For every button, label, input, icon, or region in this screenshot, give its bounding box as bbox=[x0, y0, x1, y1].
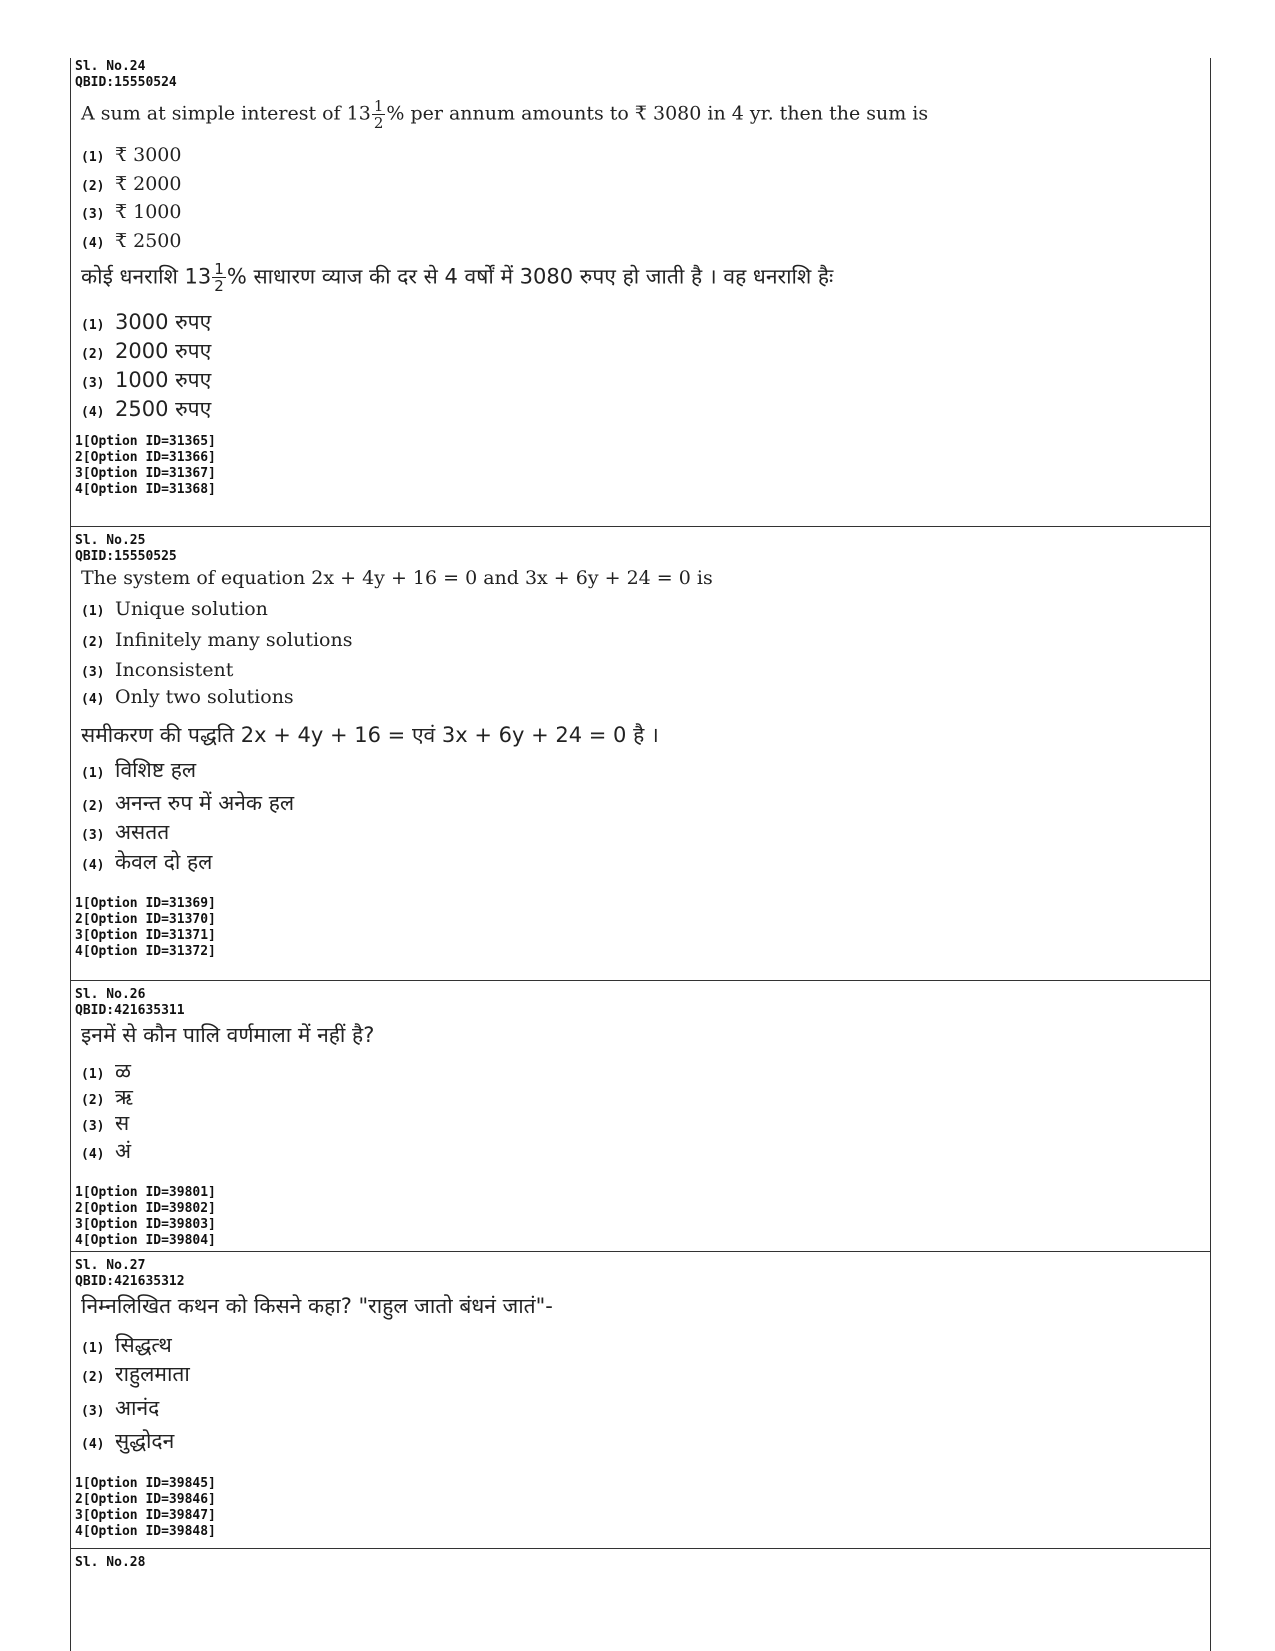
option-text: सिद्धत्थ bbox=[115, 1333, 172, 1357]
option-number: (3) bbox=[81, 207, 105, 222]
serial-number: Sl. No.26 bbox=[75, 987, 146, 1002]
option-text: सुद्धोदन bbox=[115, 1429, 175, 1453]
option-4[interactable] bbox=[81, 1427, 174, 1455]
option-en-1[interactable] bbox=[81, 144, 181, 166]
question-block-27 bbox=[71, 1251, 1210, 1548]
option-text: ₹ 2500 bbox=[115, 230, 182, 252]
option-hi-1[interactable] bbox=[81, 756, 196, 784]
option-text: आनंद bbox=[115, 1396, 160, 1420]
option-text: असतत bbox=[115, 820, 170, 844]
option-en-4[interactable] bbox=[81, 686, 294, 708]
serial-number: Sl. No.24 bbox=[75, 59, 146, 74]
option-3[interactable] bbox=[81, 1109, 129, 1137]
question-text-en: The system of equation 2x + 4y + 16 = 0 and 3x + 6y + 24 = 0 is bbox=[81, 567, 713, 589]
option-en-2[interactable] bbox=[81, 173, 181, 195]
option-number: (2) bbox=[81, 1370, 105, 1385]
option-number: (4) bbox=[81, 405, 105, 420]
option-hi-2[interactable] bbox=[81, 789, 294, 817]
option-text: ऋ bbox=[115, 1085, 133, 1109]
option-text: Unique solution bbox=[115, 598, 268, 620]
option-number: (1) bbox=[81, 766, 105, 781]
fraction bbox=[372, 98, 386, 131]
option-3[interactable] bbox=[81, 1394, 159, 1422]
option-text: ₹ 3000 bbox=[115, 144, 182, 166]
option-number: (1) bbox=[81, 604, 105, 619]
option-hi-4[interactable] bbox=[81, 395, 211, 423]
option-text: 1000 रुपए bbox=[115, 368, 212, 392]
qbid: QBID:421635311 bbox=[75, 1003, 185, 1018]
option-text: Infinitely many solutions bbox=[115, 629, 353, 651]
option-id: 2[Option ID=39802] bbox=[75, 1201, 216, 1216]
question-text-hi bbox=[81, 261, 833, 294]
option-hi-3[interactable] bbox=[81, 366, 211, 394]
question-block-25 bbox=[71, 526, 1210, 980]
option-1[interactable] bbox=[81, 1057, 131, 1085]
option-text: ₹ 2000 bbox=[115, 173, 182, 195]
option-id: 1[Option ID=31365] bbox=[75, 434, 216, 449]
option-hi-3[interactable] bbox=[81, 818, 169, 846]
option-number: (1) bbox=[81, 318, 105, 333]
option-hi-2[interactable] bbox=[81, 337, 211, 365]
question-text-hi: निम्नलिखित कथन को किसने कहा? "राहुल जातो बंधनं जातं"- bbox=[81, 1294, 553, 1318]
question-block-28 bbox=[71, 1548, 1210, 1608]
option-id: 3[Option ID=39847] bbox=[75, 1508, 216, 1523]
option-id: 4[Option ID=31372] bbox=[75, 944, 216, 959]
option-number: (3) bbox=[81, 828, 105, 843]
option-text: 2500 रुपए bbox=[115, 397, 212, 421]
option-text: 2000 रुपए bbox=[115, 339, 212, 363]
serial-number: Sl. No.27 bbox=[75, 1258, 146, 1273]
option-number: (4) bbox=[81, 1147, 105, 1162]
option-text: केवल दो हल bbox=[115, 850, 213, 874]
option-text: ळ bbox=[115, 1059, 131, 1083]
question-text-hi: समीकरण की पद्धति 2x + 4y + 16 = एवं 3x + 6y + 24 = 0 है । bbox=[81, 723, 659, 747]
option-ids bbox=[75, 1185, 216, 1249]
option-id: 3[Option ID=39803] bbox=[75, 1217, 216, 1232]
option-en-2[interactable] bbox=[81, 629, 352, 651]
question-text-pre: कोई धनराशि 13 bbox=[81, 264, 212, 289]
option-text: राहुलमाता bbox=[115, 1362, 190, 1386]
option-number: (2) bbox=[81, 347, 105, 362]
qbid: QBID:15550524 bbox=[75, 75, 177, 90]
option-text: विशिष्ट हल bbox=[115, 758, 197, 782]
serial-number: Sl. No.25 bbox=[75, 533, 146, 548]
option-4[interactable] bbox=[81, 1137, 131, 1165]
option-id: 3[Option ID=31367] bbox=[75, 466, 216, 481]
option-number: (2) bbox=[81, 635, 105, 650]
option-id: 1[Option ID=39845] bbox=[75, 1476, 216, 1491]
option-number: (1) bbox=[81, 150, 105, 165]
option-hi-4[interactable] bbox=[81, 848, 212, 876]
option-number: (4) bbox=[81, 236, 105, 251]
option-id: 3[Option ID=31371] bbox=[75, 928, 216, 943]
question-paper-frame bbox=[70, 58, 1211, 1651]
fraction-denominator: 2 bbox=[214, 277, 224, 295]
option-text: Inconsistent bbox=[115, 659, 234, 681]
option-number: (2) bbox=[81, 799, 105, 814]
question-block-24 bbox=[71, 58, 1210, 526]
question-text-pre: A sum at simple interest of 13 bbox=[81, 102, 371, 125]
option-number: (3) bbox=[81, 1404, 105, 1419]
option-number: (2) bbox=[81, 179, 105, 194]
question-text-post: % per annum amounts to ₹ 3080 in 4 yr. then the sum is bbox=[386, 102, 929, 125]
option-number: (2) bbox=[81, 1093, 105, 1108]
fraction-numerator: 1 bbox=[373, 97, 384, 115]
option-id: 1[Option ID=31369] bbox=[75, 896, 216, 911]
option-en-4[interactable] bbox=[81, 230, 181, 252]
option-text: ₹ 1000 bbox=[115, 201, 182, 223]
option-hi-1[interactable] bbox=[81, 308, 211, 336]
option-number: (4) bbox=[81, 692, 105, 707]
question-block-26 bbox=[71, 980, 1210, 1251]
option-ids bbox=[75, 1476, 216, 1540]
question-text-en bbox=[81, 98, 928, 131]
fraction-denominator: 2 bbox=[373, 114, 384, 132]
question-text-post: % साधारण व्याज की दर से 4 वर्षों में 3080 रुपए हो जाती है । वह धनराशि हैः bbox=[226, 264, 834, 289]
option-text: अं bbox=[115, 1139, 132, 1163]
option-number: (4) bbox=[81, 1437, 105, 1452]
option-text: Only two solutions bbox=[115, 686, 294, 708]
option-number: (4) bbox=[81, 858, 105, 873]
option-ids bbox=[75, 896, 216, 960]
option-en-1[interactable] bbox=[81, 598, 268, 620]
option-ids bbox=[75, 434, 216, 498]
option-text: स bbox=[115, 1111, 130, 1135]
option-number: (3) bbox=[81, 1119, 105, 1134]
option-2[interactable] bbox=[81, 1360, 190, 1388]
option-en-3[interactable] bbox=[81, 201, 181, 223]
option-id: 1[Option ID=39801] bbox=[75, 1185, 216, 1200]
option-text: 3000 रुपए bbox=[115, 310, 212, 334]
fraction-numerator: 1 bbox=[214, 260, 224, 278]
option-id: 2[Option ID=39846] bbox=[75, 1492, 216, 1507]
option-id: 2[Option ID=31370] bbox=[75, 912, 216, 927]
option-number: (1) bbox=[81, 1067, 105, 1082]
fraction bbox=[212, 261, 226, 294]
option-1[interactable] bbox=[81, 1331, 172, 1359]
option-id: 2[Option ID=31366] bbox=[75, 450, 216, 465]
option-number: (3) bbox=[81, 665, 105, 680]
option-number: (3) bbox=[81, 376, 105, 391]
serial-number: Sl. No.28 bbox=[75, 1555, 146, 1570]
option-id: 4[Option ID=39804] bbox=[75, 1233, 216, 1248]
question-text-hi: इनमें से कौन पालि वर्णमाला में नहीं है? bbox=[81, 1023, 375, 1047]
option-id: 4[Option ID=31368] bbox=[75, 482, 216, 497]
option-text: अनन्त रुप में अनेक हल bbox=[115, 791, 295, 815]
option-id: 4[Option ID=39848] bbox=[75, 1524, 216, 1539]
option-en-3[interactable] bbox=[81, 659, 233, 681]
option-2[interactable] bbox=[81, 1083, 133, 1111]
qbid: QBID:421635312 bbox=[75, 1274, 185, 1289]
option-number: (1) bbox=[81, 1341, 105, 1356]
qbid: QBID:15550525 bbox=[75, 549, 177, 564]
